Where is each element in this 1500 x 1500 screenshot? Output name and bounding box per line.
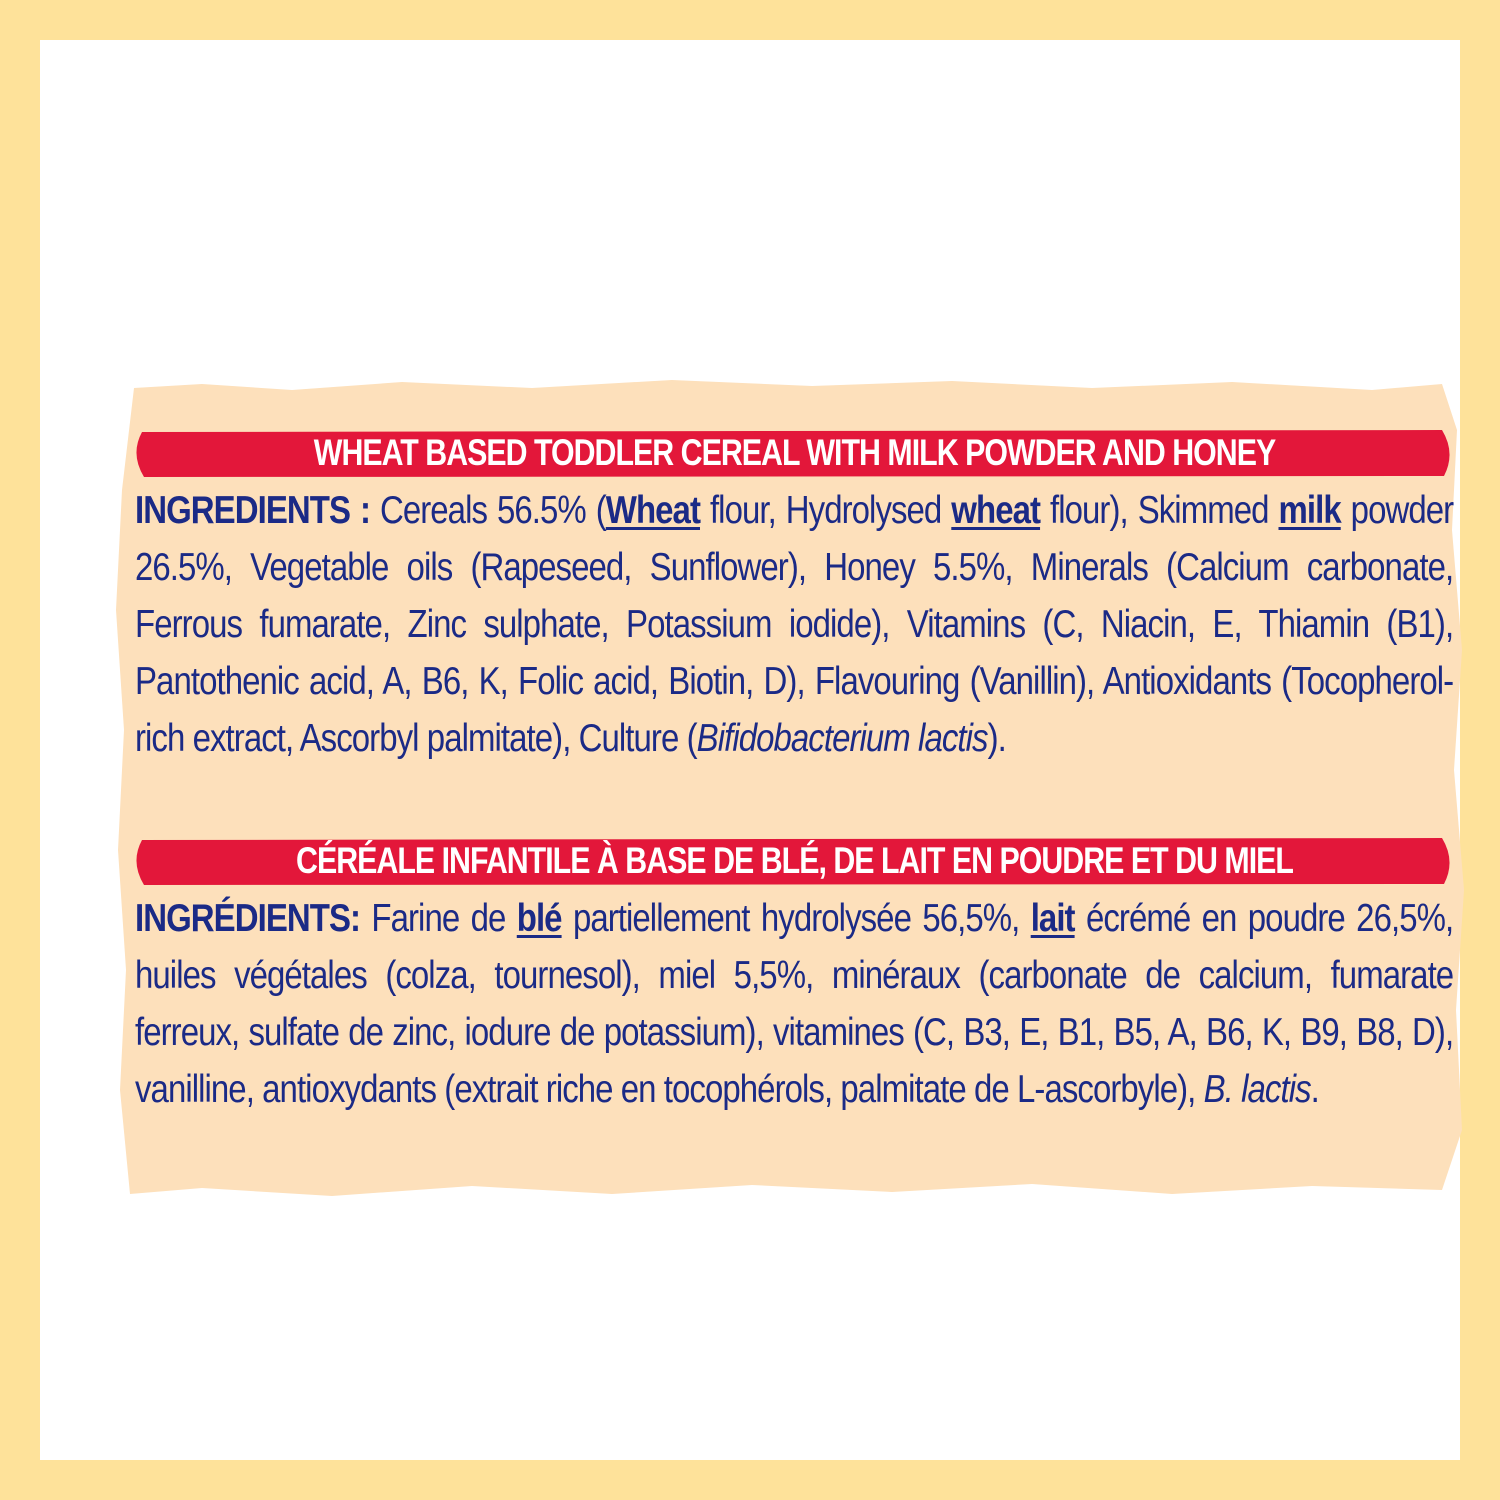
allergen-wheat: wheat	[951, 489, 1041, 532]
ingredient-text: Cereals 56.5% (	[370, 489, 606, 532]
english-ingredients	[135, 482, 1453, 826]
allergen-lait: lait	[1030, 897, 1075, 940]
allergen-wheat: Wheat	[605, 489, 701, 532]
ingredients-label: INGRÉDIENTS:	[135, 897, 361, 940]
ingredient-text: powder 26.5%, Vegetable oils (Rapeseed, Sunflower), Honey 5.5%, Minerals (Calcium carbonate, Ferrous fumarate, Zinc sulphate, Potassium iodide), Vitamins (C, Niacin, E, Thiamin (B1), Pantothenic acid, A, B6, K, Folic acid, Biotin, D), Flavouring (Vanillin), Antioxidants (Tocopherol-rich extract, Ascorbyl palmitate), Culture (	[135, 489, 1454, 760]
culture-name: Bifidobacterium lactis	[696, 717, 988, 760]
ingredients-content	[135, 428, 1453, 1180]
french-ingredients	[135, 890, 1453, 1180]
ingredient-text: flour, Hydrolysed	[700, 489, 952, 532]
ingredient-text: .	[1310, 1068, 1319, 1111]
ingredient-text: flour), Skimmed	[1040, 489, 1279, 532]
french-title-banner	[132, 836, 1457, 886]
ingredients-label: INGREDIENTS :	[135, 489, 371, 532]
allergen-ble: blé	[516, 897, 562, 940]
ingredient-text: ).	[987, 717, 1006, 760]
english-title-banner	[132, 428, 1457, 478]
ingredient-text: partiellement hydrolysée 56,5%,	[561, 897, 1031, 940]
french-title: CÉRÉALE INFANTILE À BASE DE BLÉ, DE LAIT EN POUDRE ET DU MIEL	[296, 840, 1293, 881]
ingredient-text: Farine de	[360, 897, 517, 940]
ingredient-text: écrémé en poudre 26,5%, huiles végétales (colza, tournesol), miel 5,5%, minéraux (carbonate de calcium, fumarate ferreux, sulfate de zinc, iodure de potassium), vitamines (C, B3, E, B1, B5, A, B6, K, B9, B8, D), vanilline, antioxydants (extrait riche en tocophérols, palmitate de L-ascorbyle),	[135, 897, 1454, 1111]
english-title: WHEAT BASED TODDLER CEREAL WITH MILK POWDER AND HONEY	[313, 432, 1276, 473]
allergen-milk: milk	[1278, 489, 1341, 532]
ingredients-panel	[112, 370, 1477, 1210]
culture-name: B. lactis	[1203, 1068, 1311, 1111]
